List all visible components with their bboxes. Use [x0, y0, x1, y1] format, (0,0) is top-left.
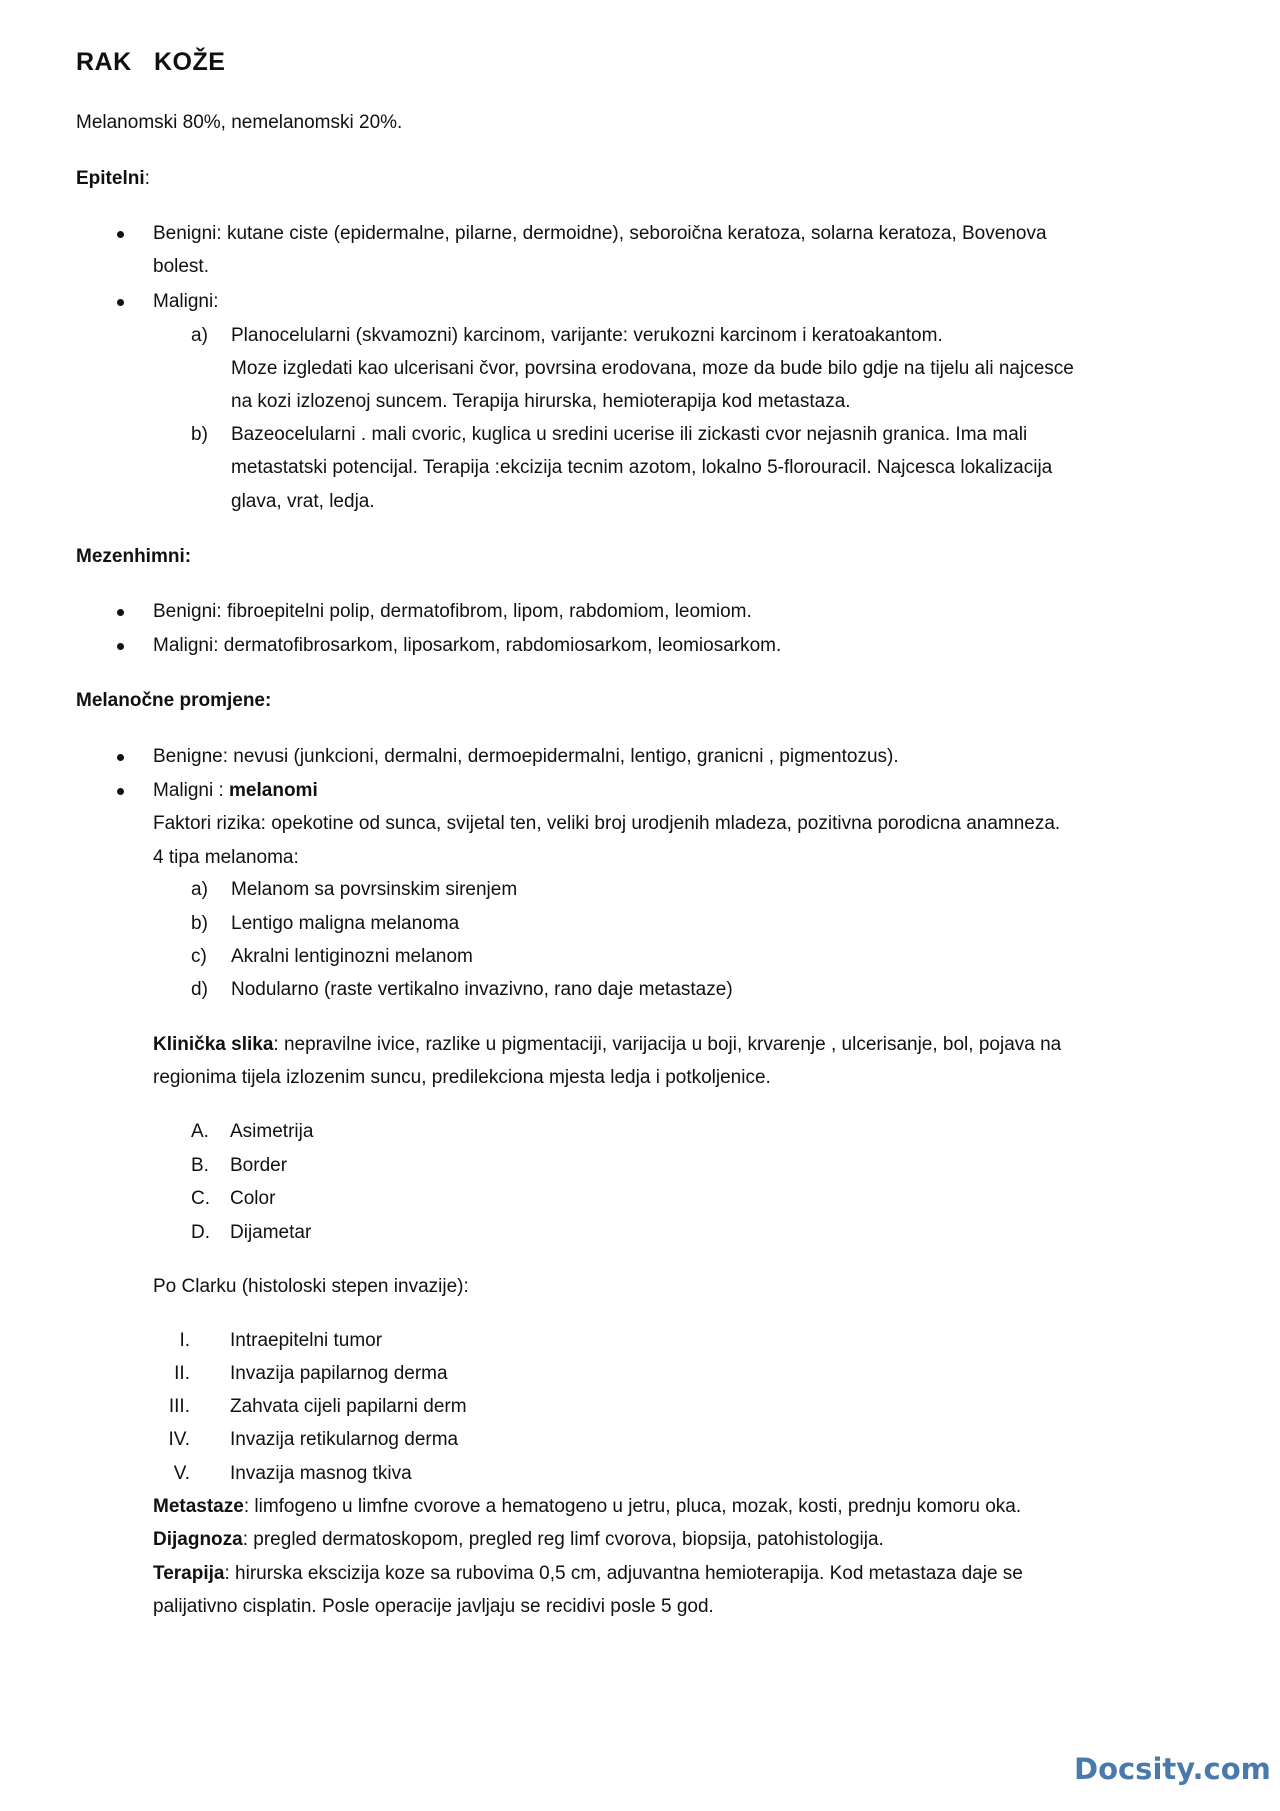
bullet-icon — [117, 299, 124, 306]
list-marker: a) — [191, 879, 208, 900]
list-item: Nodularno (raste vertikalno invazivno, rano daje metastaze) — [231, 979, 733, 1000]
list-marker: C. — [191, 1188, 210, 1209]
bullet-icon — [117, 609, 124, 616]
list-item: Benigni: fibroepitelni polip, dermatofibrom, lipom, rabdomiom, leomiom. — [153, 601, 752, 622]
list-item: Melanom sa povrsinskim sirenjem — [231, 879, 518, 900]
list-item-cont: bolest. — [153, 256, 209, 277]
list-item: Akralni lentiginozni melanom — [231, 946, 473, 967]
list-item: Maligni: — [153, 291, 219, 312]
list-item: Zahvata cijeli papilarni derm — [230, 1396, 467, 1417]
list-item: Asimetrija — [230, 1121, 314, 1142]
clinical-picture: Klinička slika: nepravilne ivice, razlike u pigmentaciji, varijacija u boji, krvarenje , ulcerisanje, bol, pojava na — [153, 1034, 1062, 1055]
list-item: Maligni : melanomi — [153, 780, 318, 801]
intro-text: Melanomski 80%, nemelanomski 20%. — [76, 112, 403, 133]
diagnosis-text: Dijagnoza: pregled dermatoskopom, pregled reg limf cvorova, biopsija, patohistologija. — [153, 1529, 884, 1550]
list-marker: IV. — [168, 1429, 190, 1450]
list-item: Planocelularni (skvamozni) karcinom, varijante: verukozni karcinom i keratoakantom. — [231, 325, 943, 346]
list-marker: D. — [191, 1222, 210, 1243]
list-item: Invazija papilarnog derma — [230, 1363, 448, 1384]
list-marker: b) — [191, 913, 208, 934]
list-item-cont: metastatski potencijal. Terapija :ekcizija tecnim azotom, lokalno 5-florouracil. Najcesca lokalizacija — [231, 457, 1053, 478]
list-marker: a) — [191, 325, 208, 346]
metastases-text: Metastaze: limfogeno u limfne cvorove a hematogeno u jetru, pluca, mozak, kosti, prednju komoru oka. — [153, 1496, 1022, 1517]
bullet-icon — [117, 754, 124, 761]
list-item: Benigni: kutane ciste (epidermalne, pilarne, dermoidne), seboroična keratoza, solarna keratoza, Bovenova — [153, 223, 1047, 244]
list-item: Color — [230, 1188, 276, 1209]
list-marker: d) — [191, 979, 208, 1000]
list-item-cont: Moze izgledati kao ulcerisani čvor, povrsina erodovana, moze da bude bilo gdje na tijelu ali najcesce — [231, 358, 1074, 379]
list-item: Lentigo maligna melanoma — [231, 913, 460, 934]
list-marker: III. — [168, 1396, 190, 1417]
list-marker: b) — [191, 424, 208, 445]
list-item: Maligni: dermatofibrosarkom, liposarkom, rabdomiosarkom, leomiosarkom. — [153, 635, 782, 656]
list-item: Invazija masnog tkiva — [230, 1463, 412, 1484]
list-marker: I. — [179, 1330, 190, 1351]
therapy-text: Terapija: hirurska ekscizija koze sa rubovima 0,5 cm, adjuvantna hemioterapija. Kod metastaza daje se — [153, 1563, 1023, 1584]
list-marker: A. — [191, 1121, 209, 1142]
risk-factors: Faktori rizika: opekotine od sunca, svijetal ten, veliki broj urodjenih mladeza, pozitivna porodicna anamneza. — [153, 813, 1061, 834]
list-marker: V. — [173, 1463, 190, 1484]
list-item: Dijametar — [230, 1222, 312, 1243]
clark-intro: Po Clarku (histoloski stepen invazije): — [153, 1276, 469, 1297]
docsity-watermark-link[interactable]: Docsity.com — [1074, 1752, 1271, 1786]
section-heading-mezenhimni: Mezenhimni: — [76, 546, 192, 567]
list-item: Border — [230, 1155, 288, 1176]
list-item-cont: glava, vrat, ledja. — [231, 491, 375, 512]
list-item: Intraepitelni tumor — [230, 1330, 383, 1351]
page-title: RAK KOŽE — [76, 48, 226, 76]
types-intro: 4 tipa melanoma: — [153, 847, 299, 868]
bullet-icon — [117, 231, 124, 238]
section-heading-melanocne: Melanočne promjene: — [76, 690, 272, 711]
clinical-picture-cont: regionima tijela izlozenim suncu, predilekciona mjesta ledja i potkoljenice. — [153, 1067, 771, 1088]
list-item: Invazija retikularnog derma — [230, 1429, 459, 1450]
list-item: Benigne: nevusi (junkcioni, dermalni, dermoepidermalni, lentigo, granicni , pigmentozus). — [153, 746, 899, 767]
list-item: Bazeocelularni . mali cvoric, kuglica u sredini ucerise ili zickasti cvor nejasnih granica. Ima mali — [231, 424, 1028, 445]
bullet-icon — [117, 643, 124, 650]
section-heading-epitelni: Epitelni: — [76, 168, 150, 189]
therapy-text-cont: palijativno cisplatin. Posle operacije javljaju se recidivi posle 5 god. — [153, 1596, 714, 1617]
list-item-cont: na kozi izlozenoj suncem. Terapija hirurska, hemioterapija kod metastaza. — [231, 391, 851, 412]
list-marker: c) — [191, 946, 207, 967]
list-marker: B. — [191, 1155, 209, 1176]
bullet-icon — [117, 788, 124, 795]
list-marker: II. — [174, 1363, 190, 1384]
